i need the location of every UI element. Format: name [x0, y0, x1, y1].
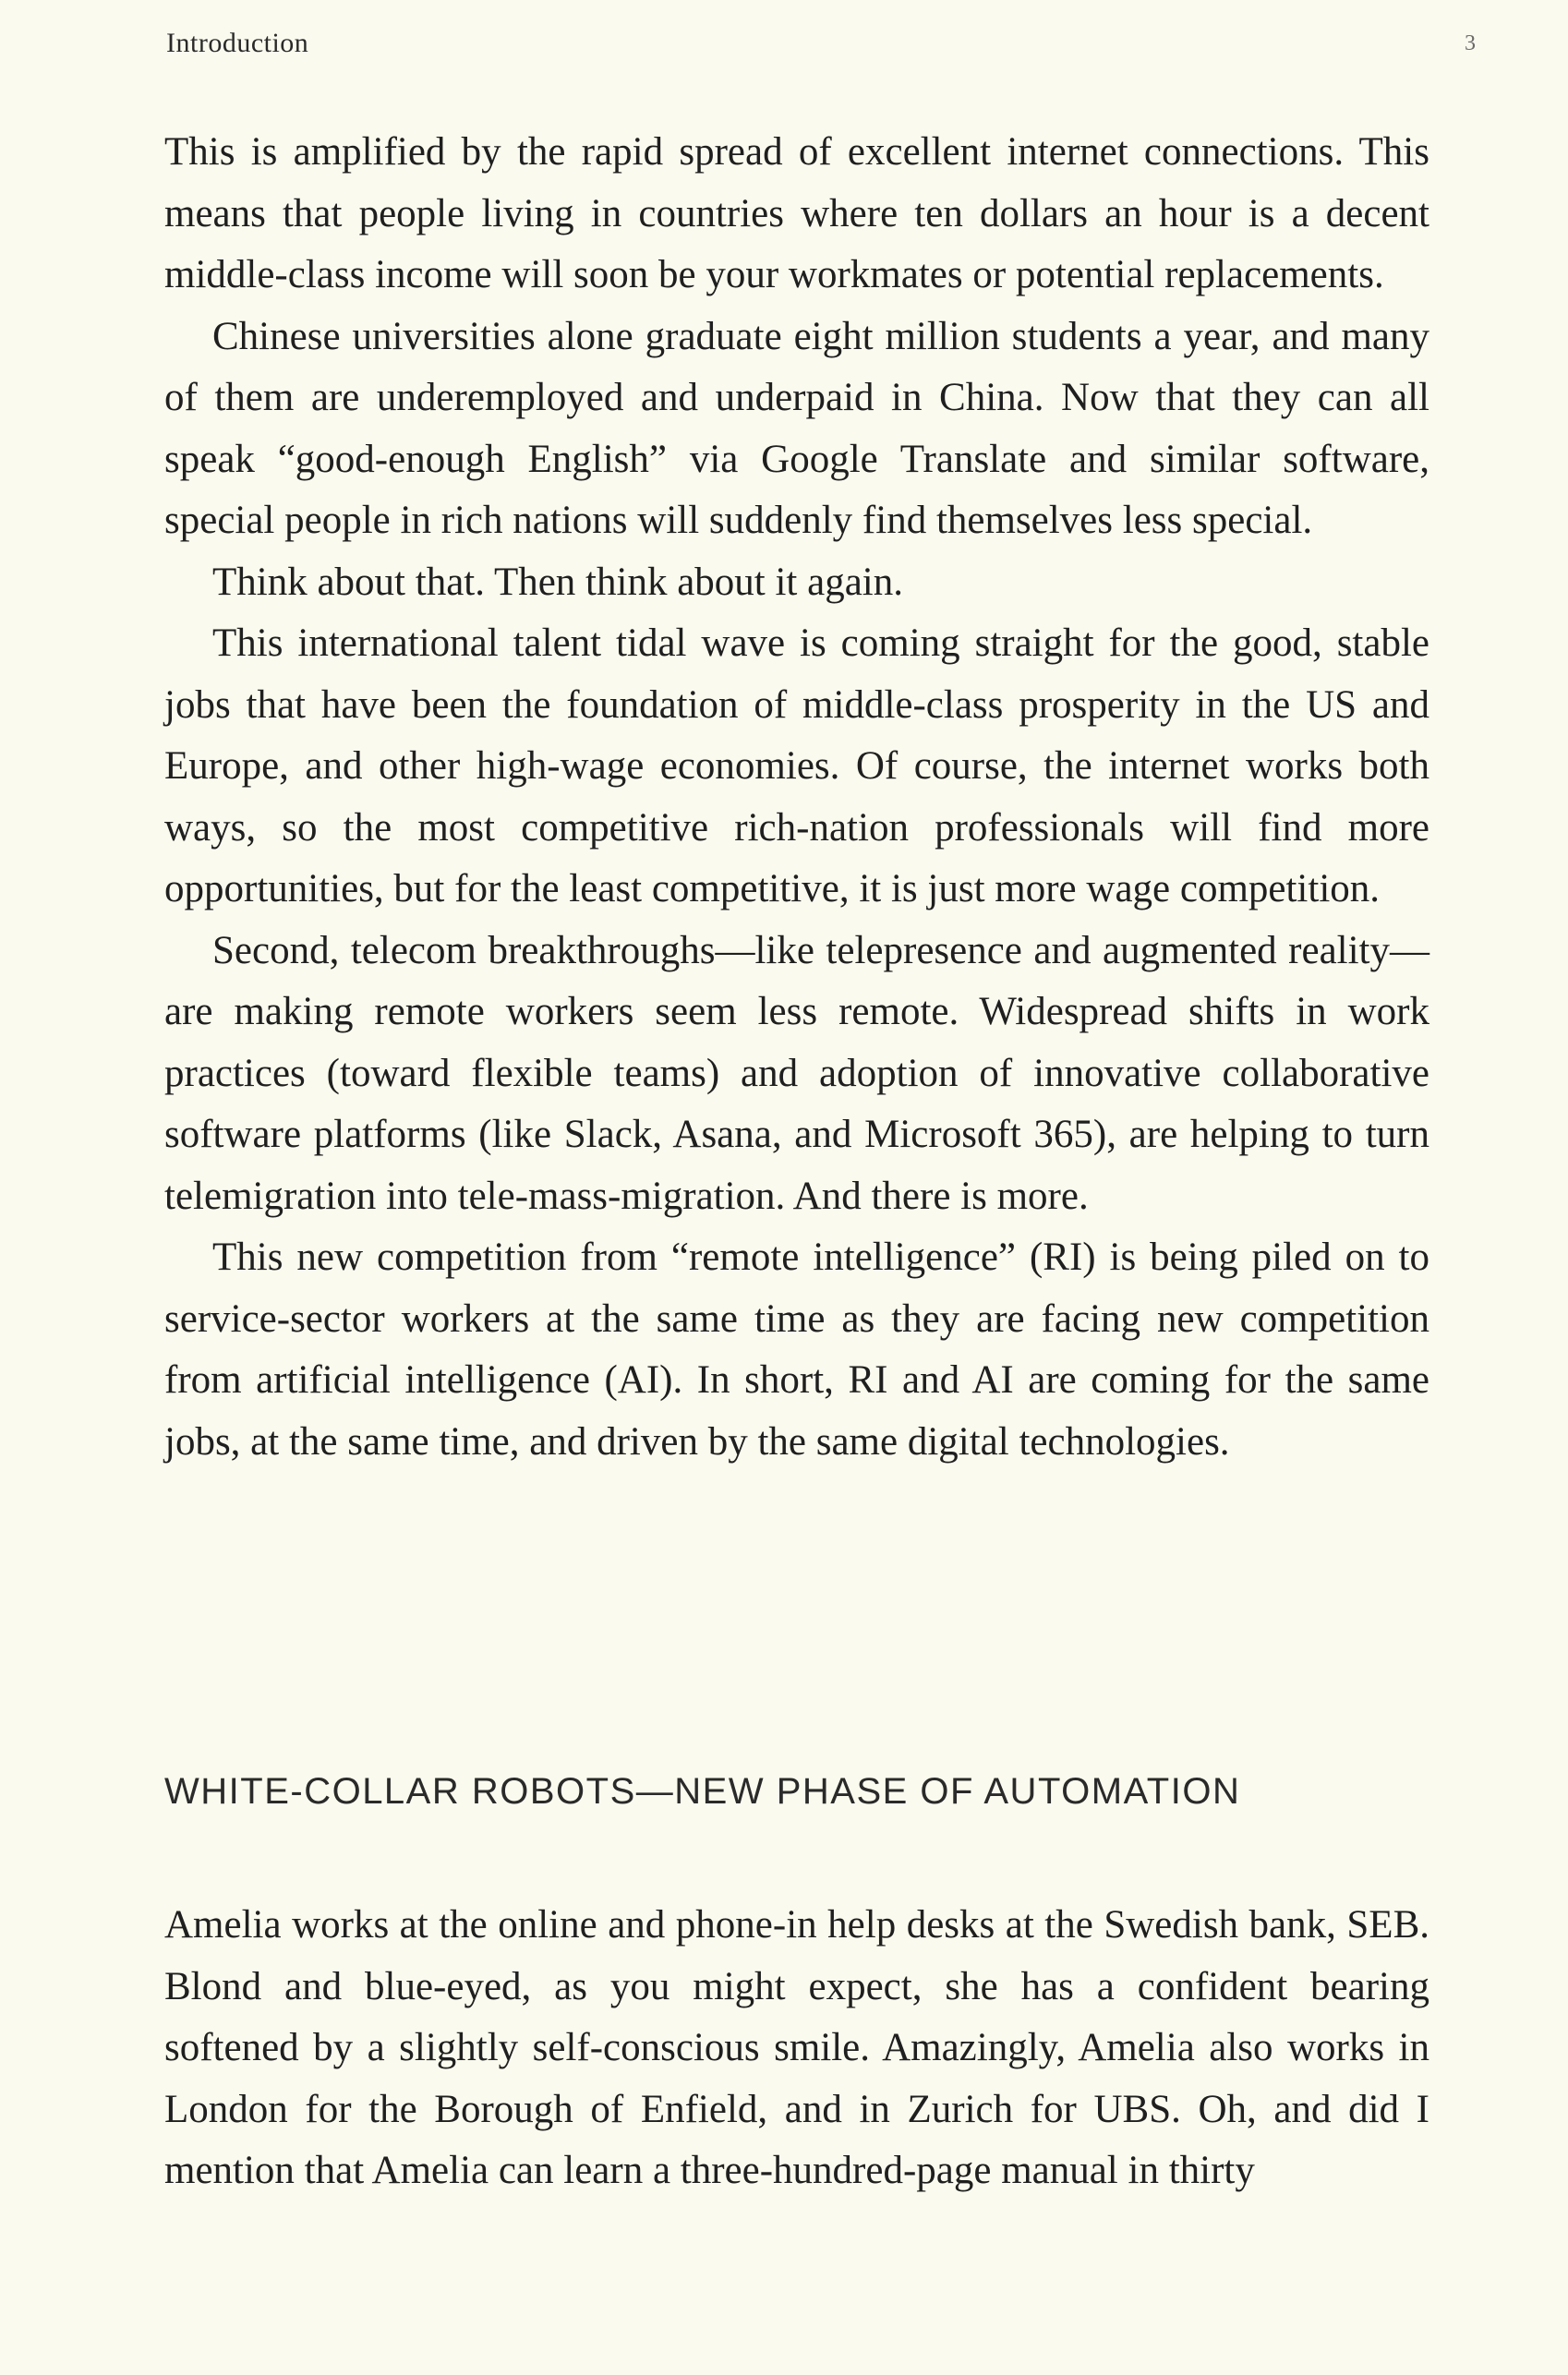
paragraph: Chinese universities alone graduate eight million students a year, and many of them are underemployed and underpaid in China. Now that they can all speak “good-enough English” via Google Translate and similar software, special people in rich nations will suddenly find themselves less special.: [164, 314, 1429, 542]
section-heading: WHITE-COLLAR ROBOTS—NEW PHASE OF AUTOMATION: [164, 1771, 1241, 1812]
paragraph: Think about that. Then think about it again.: [212, 560, 903, 604]
body-text: [164, 122, 1429, 1473]
paragraph: This international talent tidal wave is coming straight for the good, stable jobs that have been the foundation of middle-class prosperity in the US and Europe, and other high-wage economies. Of course, the internet works both ways, so the most competitive rich-nation professionals will find more opportunities, but for the least competitive, it is just more wage competition.: [164, 621, 1429, 910]
page-number: 3: [1465, 31, 1476, 55]
paragraph: This is amplified by the rapid spread of excellent internet connections. This means that people living in countries where ten dollars an hour is a decent middle-class income will soon be your workmates or potential replacements.: [164, 130, 1429, 296]
paragraph: Second, telecom breakthroughs—like telepresence and augmented reality—are making remote workers seem less remote. Widespread shifts in work practices (toward flexible teams) and adoption of innovative collaborative software platforms (like Slack, Asana, and Microsoft 365), are helping to turn telemigration into tele-mass-migration. And there is more.: [164, 928, 1429, 1218]
paragraph: This new competition from “remote intelligence” (RI) is being piled on to service-sector workers at the same time as they are facing new competition from artificial intelligence (AI). In short, RI and AI are coming for the same jobs, at the same time, and driven by the same digital technologies.: [164, 1236, 1429, 1464]
running-head: Introduction: [166, 28, 309, 58]
section-body-text: [164, 1895, 1429, 2202]
paragraph: Amelia works at the online and phone-in help desks at the Swedish bank, SEB. Blond and blue-eyed, as you might expect, she has a confident bearing softened by a slightly self-conscious smile. Amazingly, Amelia also works in London for the Borough of Enfield, and in Zurich for UBS. Oh, and did I mention that Amelia can learn a three-hundred-page manual in thirty: [164, 1903, 1429, 2192]
